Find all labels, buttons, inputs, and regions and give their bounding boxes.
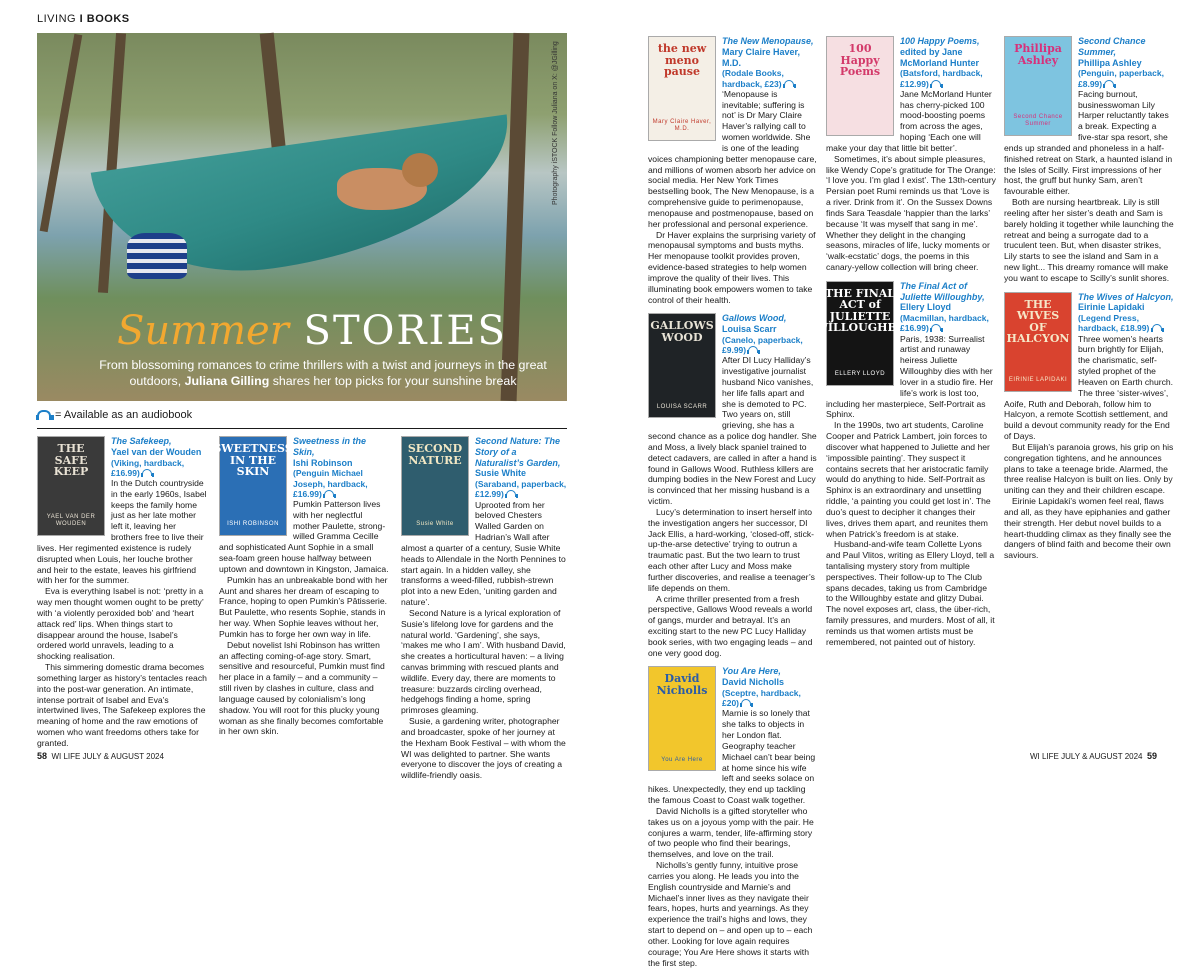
cover-title: THE FINAL ACT of JULIETTE WILLOUGHBY	[815, 286, 905, 335]
review-paragraph: But Elijah’s paranoia grows, his grip on his congregation tightens, and he announces plans to take a teenage bride. Alarmed, the three realise Halcyon is built on lies. Only by uniting can they and their children escape.	[1004, 441, 1174, 496]
review-paragraph: Second Nature is a lyrical exploration of Susie’s lifelong love for gardens and the natural world. ‘Gardening’, she says, ‘makes me who I am’. With husband David, she creates a horticultural haven: – a living canvas brimming with rescued plants and wildlife. Every day, there are moments to treasure: buzzards circling overhead, hedgehogs finding a home, spring primroses gleaming.	[401, 607, 566, 716]
book-cover-second-nature	[401, 436, 469, 536]
book-publisher: (Penguin, paperback, £8.99)	[1078, 68, 1164, 89]
review-paragraph: Both are nursing heartbreak. Lily is still reeling after her sister’s death and Sam is barely holding it together while launching the retreat and being a surrogate dad to a truculent teen. But, when disaster strikes, Lily starts to see the island and Sam in a new light... This dreamy romance will make you want to escape to Scilly’s sunlit shores.	[1004, 197, 1174, 283]
book-title: Gallows Wood,	[722, 313, 787, 324]
review-paragraph: Marnie is so lonely that she talks to objects in her London flat. Geography teacher Michael can’t bear being at home since his wife left and seeks solace on hikes. Unexpectedly, they end up tackling the famous Coast to Coast walk together.	[648, 708, 816, 806]
hero-subtitle: From blossoming romances to crime thrillers with a twist and journeys in the great outdoors, Juliana Gilling shares her top picks for your sunshine break	[99, 358, 547, 389]
book-title: Sweetness in the Skin,	[293, 436, 367, 457]
book-author: edited by Jane McMorland Hunter	[900, 46, 980, 68]
book-title: You Are Here,	[722, 666, 781, 677]
book-cover-second-chance	[1004, 36, 1072, 136]
headphones-icon	[324, 490, 333, 498]
book-cover-sweetness	[213, 436, 293, 536]
cover-author: Second Chance Summer	[1013, 113, 1063, 128]
review-paragraph: Lucy’s determination to insert herself into the investigation angers her successor, DI Jack Ellis, a hard-working, ‘closed-off, stick-up-the-arse detective’ trying to outrun a traumatic past. But the two learn to trust each other after Lucy and Moss make further discoveries, and realise a teenager’s life depends on them.	[648, 506, 815, 593]
book-publisher: (Penguin Michael Joseph, hardback, £16.99)	[293, 468, 368, 499]
section-separator: I	[79, 13, 84, 25]
book-cover-here	[648, 666, 716, 771]
book-publisher: (Saraband, paperback, £12.99)	[475, 479, 567, 500]
headphones-icon	[784, 80, 793, 88]
hero-photo	[37, 33, 567, 401]
book-title: 100 Happy Poems,	[900, 36, 980, 46]
book-cover-gallows	[648, 313, 716, 418]
book-publisher: (Rodale Books, hardback, £23)	[648, 68, 818, 88]
book-publisher: (Macmillan, hardback, £16.99)	[900, 313, 989, 334]
book-publisher: (Batsford, hardback, £12.99)	[900, 68, 983, 89]
review-paragraph: Jane McMorland Hunter has cherry-picked 100 mood-boosting poems from across the ages, hoping ‘Each one will make your day that little bit better’.	[826, 88, 992, 153]
book-review-final-act	[815, 280, 996, 648]
review-paragraph: Eirinie Lapidaki’s women feel real, flaws and all, as they have epiphanies and gather their strength. Her debut novel builds to a heart-thudding climax as they finally see the dangers of blind faith and become their own saviours.	[1004, 496, 1172, 561]
book-publisher: (Sceptre, hardback, £20)	[722, 688, 801, 709]
page-number-right: 59	[1146, 751, 1157, 761]
book-cover-poems	[826, 36, 894, 136]
book-cover-safekeep	[37, 436, 105, 536]
review-paragraph: Dr Haver explains the surprising variety of menopausal symptoms and busts myths. Her menopause toolkit provides proven, evidence-based strategies to help women improve the quality of their lives. This illuminating book empowers women to take control of their health.	[648, 229, 816, 305]
book-title: The Wives of Halcyon,	[1078, 291, 1174, 302]
review-paragraph: ‘Menopause is inevitable; suffering is not’ is Dr Mary Claire Haver’s rallying call to women worldwide. She is one of the leading voices championing better menopause care, and millions of women absorb her advice on social media. Her New York Times bestselling book, The New Menopause, is a comprehensive guide to perimenopause, menopause and postmenopause, based on her professional and personal experience.	[648, 88, 817, 229]
right-column-2	[815, 36, 996, 748]
book-cover-halcyon	[1004, 292, 1072, 392]
book-author: David Nicholls	[722, 677, 785, 688]
cover-author: Mary Claire Haver, M.D.	[652, 118, 712, 133]
book-review-halcyon	[1004, 292, 1174, 561]
review-paragraph: Eva is everything Isabel is not: ‘pretty in a way men thought women ought to be pretty’ with ‘a violently peroxided bob’ and ‘heart attack red’ lips. When things start to disappear around the house, Isabel’s ordered world unravels, leading to a shocking realisation.	[37, 586, 204, 662]
book-review-sweetness	[213, 436, 389, 737]
book-review-safekeep	[37, 436, 207, 749]
cover-author: ISHI ROBINSON	[227, 521, 279, 528]
book-author: Eirinie Lapidaki	[1078, 302, 1145, 313]
cover-title: GALLOWS WOOD	[650, 319, 714, 344]
headphones-icon	[931, 80, 940, 88]
book-title: The Final Act of Juliette Willoughby,	[900, 280, 985, 302]
review-paragraph: David Nicholls is a gifted storyteller who takes us on a joyous yomp with the pair. He conjures a warm, tender, life-affirming story of two people who find their bearings, themselves, and love on the trail.	[648, 805, 814, 860]
book-publisher: (Canelo, paperback, £9.99)	[722, 334, 803, 356]
section-label: LIVING	[37, 13, 77, 25]
review-paragraph: In the 1990s, two art students, Caroline Cooper and Patrick Lambert, join forces to discover what happened to Juliette and her ‘impossible painting’. They suspect it contains secrets that her aristocratic family would do anything to hide. Self-Portrait as Sphinx is an extraordinary and unsettling riddle, ‘a painting you could get lost in’. The duo’s quest to decipher it changes their lives, drives them apart, and reunites them when Patrick’s freedom is at stake.	[826, 420, 991, 539]
cover-title: the new meno pause	[657, 42, 707, 79]
book-column-sweetness	[213, 436, 389, 748]
headphones-icon	[506, 490, 515, 498]
review-paragraph: In the Dutch countryside in the early 1960s, Isabel keeps the family home just as her late mother left it, leaving her brothers free to live their lives. Her regimented existence is rudely disrupted when Louis, her louche brother and heir to the estate, leaves his girlfriend with her for the summer.	[37, 477, 207, 586]
review-paragraph: Sometimes, it’s about simple pleasures, like Wendy Cope’s gratitude for The Orange: ‘I love you. I’m glad I exist’. The 13th-century Persian poet Rumi reminds us that ‘Love is a river. Drink from it’. On the Sussex Downs finds Sara Teasdale ‘happier than the larks’ because ‘It was myself that sang in me’. Whether they delight in the changing seasons, miracles of life, lucky moments or ‘walk-ecstatic’ dogs, the poems in this canary-yellow collection will bring cheer.	[826, 153, 996, 273]
book-review-here	[648, 666, 818, 968]
book-cover-final-act	[815, 281, 905, 386]
headphones-icon	[1152, 324, 1161, 332]
review-paragraph: Pumkin Patterson lives with her neglectful mother Paulette, strong-willed Gramma Cecille and sophisticated Aunt Sophie in a small sea-foam green house halfway between uptown and downtown in Kingston, Jamaica.	[219, 498, 389, 574]
headphones-icon	[142, 469, 151, 477]
book-author: Ishi Robinson	[293, 457, 353, 468]
photo-credit: Photography iSTOCK Follow Juliana on X: @JGilling	[552, 41, 559, 205]
book-column-safekeep	[37, 436, 207, 748]
cover-author: LOUISA SCARR	[656, 403, 708, 410]
section-name: BOOKS	[86, 13, 130, 25]
review-paragraph: Susie, a gardening writer, photographer and broadcaster, spoke of her journey at the Hexham Book Festival – with whom the WI was delighted to partner. She wants everyone to discover the joys of creating a wildlife-friendly oasis.	[401, 716, 566, 781]
review-paragraph: Debut novelist Ishi Robinson has written an affecting coming-of-age story. Smart, sensitive and resourceful, Pumkin must find her place in a family – and a community – still riven by clashes in culture, class and language caused by colonialism’s long shadow. You will root for this plucky young woman as she finally becomes comfortable in her own skin.	[219, 639, 385, 737]
book-column-second-nature	[401, 436, 567, 781]
book-publisher: (Viking, hardback, £16.99)	[111, 457, 185, 478]
cover-title: SWEETNESS IN THE SKIN	[213, 442, 293, 479]
book-title: The New Menopause,	[722, 36, 814, 46]
book-title: Second Chance Summer,	[1078, 36, 1146, 57]
review-paragraph: Paris, 1938: Surrealist artist and runaway heiress Juliette Willoughby dies with her lover in a studio fire. Her life’s work is lost too, including her masterpiece, Self-Portrait as Sphinx.	[826, 333, 994, 420]
review-paragraph: This simmering domestic drama becomes something larger as history’s tentacles reach into the post-war generation. An intimate, intense portrait of Isabel and Eva’s intertwined lives, The Safekeep explores the meaning of home and the raw emotions of women who want freedoms others take for granted.	[37, 662, 207, 748]
book-author: Susie White	[475, 468, 527, 479]
footer-right: WI LIFE JULY & AUGUST 2024 59	[1030, 751, 1157, 761]
book-title: The Safekeep,	[111, 436, 172, 446]
divider	[37, 428, 567, 429]
book-title: Second Nature: The Story of a Naturalist’s Garden,	[475, 436, 561, 468]
book-review-menopause	[648, 36, 818, 305]
bag-illustration	[127, 233, 187, 279]
headphones-icon	[1104, 80, 1113, 88]
cover-author: Susie White	[416, 521, 454, 528]
cover-title: THE SAFE KEEP	[53, 442, 89, 479]
headphones-icon	[931, 324, 940, 332]
review-paragraph: Husband-and-wife team Collette Lyons and Paul Vlitos, writing as Ellery Lloyd, tell a tantalising mystery story from multiple perspectives. Their follow-up to The Club spans decades, taking us from Cambridge to the Willoughby estate and glitzy Dubai. The novel exposes art, class, the über-rich, family pressures, and murders. Most of all, it reminds us that women artists must be remembered, not painted out of history.	[826, 539, 995, 647]
review-paragraph: Uprooted from her beloved Chesters Walled Garden on Hadrian’s Wall after almost a quarter of a century, Susie White heads to Allendale in the North Pennines to start again. In a hidden valley, she transforms a weed-filled, rubbish-strewn plot into a new Eden, ‘uniting garden and nature’.	[401, 499, 566, 608]
cover-author: YAEL VAN DER WOUDEN	[46, 513, 96, 528]
book-author: Louisa Scarr	[722, 324, 777, 335]
hero-title: Summer STORIES	[117, 308, 507, 354]
book-author: Mary Claire Haver, M.D.	[722, 46, 801, 68]
cover-author: ELLERY LLOYD	[834, 371, 886, 378]
review-paragraph: Nicholls’s gently funny, intuitive prose carries you along. He leads you into the English countryside and Marnie’s and Michael’s inner lives as they navigate their fears, hopes, hurts and yearnings. As they experience the trail’s highs and lows, they start to depend on – and open up to – each other. Looking for love again requires courage; You Are Here shows it starts with the first step.	[648, 860, 813, 968]
review-paragraph: Pumkin has an unbreakable bond with her Aunt and shares her dream of escaping to France, hoping to open Pumkin’s Pâtisserie. But Paulette, who resents Sophie, stands in her way. When Sophie leaves without her, Pumkin has to forge her own way in life.	[219, 574, 388, 639]
section-header	[37, 13, 130, 25]
book-review-second-nature	[401, 436, 567, 781]
book-cover-menopause	[648, 36, 716, 141]
cover-title: Phillipa Ashley	[1014, 42, 1062, 67]
legend-text: = Available as an audiobook	[55, 409, 193, 421]
book-author: Phillipa Ashley	[1078, 57, 1142, 68]
book-author: Ellery Lloyd	[900, 302, 952, 313]
headphones-icon	[37, 410, 49, 420]
right-column-3	[1004, 36, 1174, 748]
headphones-icon	[741, 699, 750, 707]
review-paragraph: Three women’s hearts burn brightly for Elijah, the charismatic, self-styled prophet of the Heaven on Earth church. The three ‘sister-wives’, Aoife, Ruth and Deborah, follow him to Halcyon, a remote Scottish settlement, and build a devout community ready for the End of Days.	[1004, 333, 1174, 442]
book-author: Yael van der Wouden	[111, 446, 202, 457]
cover-title: 100 Happy Poems	[839, 42, 881, 79]
audiobook-legend	[37, 409, 192, 421]
book-review-second-chance	[1004, 36, 1174, 284]
book-review-gallows	[648, 313, 818, 658]
cover-title: David Nicholls	[656, 672, 708, 698]
headphones-icon	[748, 346, 757, 354]
cover-author: You Are Here	[661, 756, 703, 763]
cover-author: EIRINIE LAPIDAKI	[1008, 377, 1068, 384]
cover-title: SECOND NATURE	[407, 442, 463, 467]
review-paragraph: Facing burnout, businesswoman Lily Harper reluctantly takes a break. Expecting a five-star spa resort, she ends up stranded and phoneless in a half-finished retreat on Stark, a haunted island in the Isles of Scilly. First impressions of her host, the gruff but hunky Sam, aren’t favourable either.	[1004, 88, 1173, 197]
page-number-left: 58	[37, 751, 48, 761]
footer-left: 58 WI LIFE JULY & AUGUST 2024	[37, 751, 164, 761]
book-publisher: (Legend Press, hardback, £18.99)	[1004, 313, 1174, 333]
cover-title: THE WIVES OF HALCYON	[1006, 297, 1070, 346]
review-paragraph: After DI Lucy Halliday’s investigative journalist husband Nico vanishes, her life falls apart and she is demoted to PC. Two years on, still grieving, she has a second chance as a police dog handler. She and Moss, a lively black spaniel trained to detect cadavers, are called in after a hand is found in Gallows Wood. Ruthless killers are dumping bodies in the New Forest and Lucy is convinced that her missing husband is a victim.	[648, 355, 817, 507]
book-review-poems	[826, 36, 996, 273]
review-paragraph: A crime thriller presented from a fresh perspective, Gallows Wood reveals a world of gangs, murder and betrayal. It’s an exciting start to the new PC Lucy Halliday book series, with two engaging leads – and one very good dog.	[648, 593, 813, 658]
right-column-1	[648, 36, 818, 968]
